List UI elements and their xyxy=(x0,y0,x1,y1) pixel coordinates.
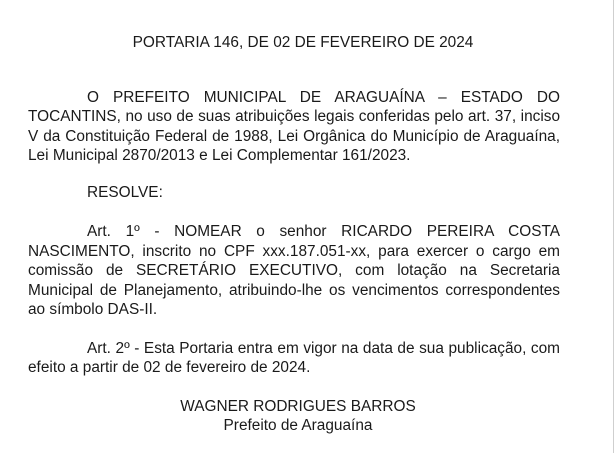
document-title: PORTARIA 146, DE 02 DE FEVEREIRO DE 2024 xyxy=(132,34,474,51)
page-edge-divider xyxy=(613,0,614,453)
portaria-document xyxy=(28,33,560,436)
signature-block xyxy=(28,397,560,436)
intro-paragraph: O PREFEITO MUNICIPAL DE ARAGUAÍNA – ESTADO DO TOCANTINS, no uso de suas atribuições legais conferidas pelo art. 37, inciso V da Constituição Federal de 1988, Lei Orgânica do Município de Araguaína, Lei Municipal 2870/2013 e Lei Complementar 161/2023. xyxy=(28,88,560,164)
signatory-role: Prefeito de Araguaína xyxy=(223,417,373,434)
resolve-heading: RESOLVE: xyxy=(87,183,163,201)
signatory-name: WAGNER RODRIGUES BARROS xyxy=(180,397,416,415)
article-2-paragraph: Art. 2º - Esta Portaria entra em vigor na data de sua publicação, com efeito a partir de 02 de fevereiro de 2024. xyxy=(28,339,560,376)
article-1-paragraph: Art. 1º - NOMEAR o senhor RICARDO PEREIRA COSTA NASCIMENTO, inscrito no CPF xxx.187.051-xx, para exercer o cargo em comissão de SECRETÁRIO EXECUTIVO, com lotação na Secretaria Municipal de Planejamento, atribuindo-lhe os vencimentos correspondentes ao símbolo DAS-II. xyxy=(28,223,560,318)
